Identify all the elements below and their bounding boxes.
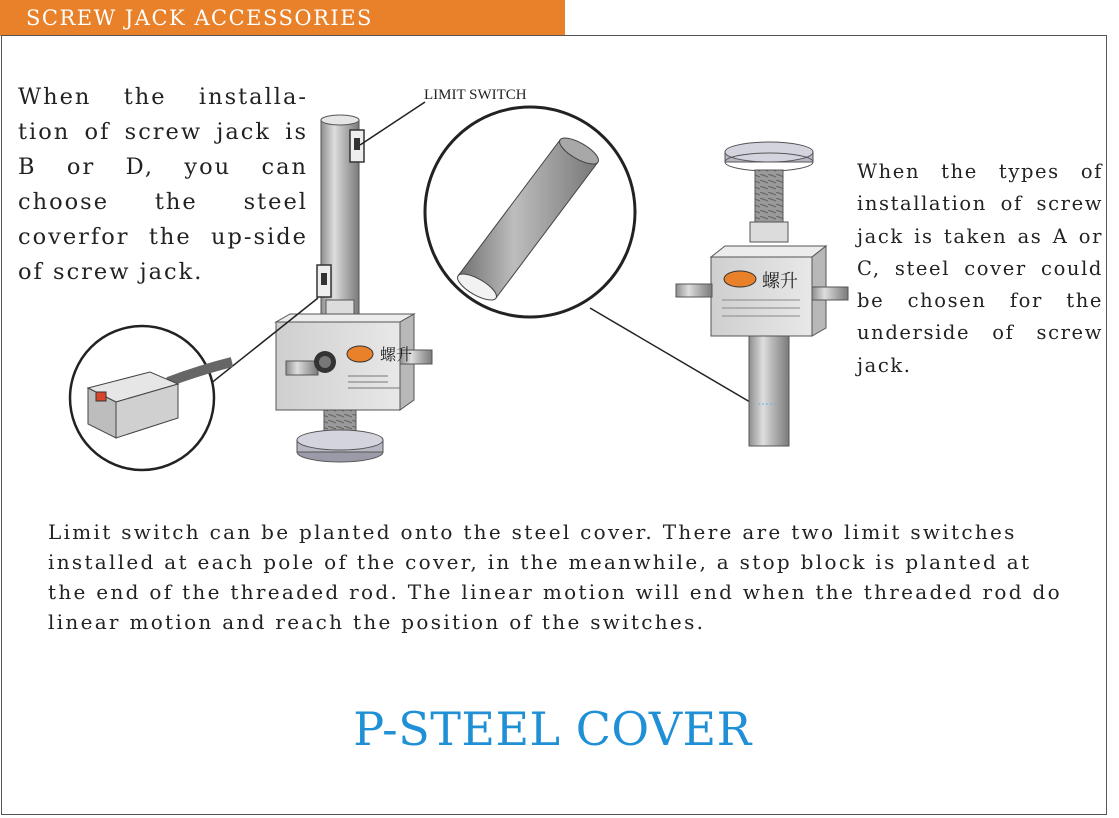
right-description: When the types of installation of screw jack is taken as A or C, steel cover could be chosen for the underside of screw jack.	[857, 160, 1103, 377]
right-screw-jack	[676, 142, 848, 446]
header-title: SCREW JACK ACCESSORIES	[26, 6, 373, 30]
product-title: P-STEEL COVER	[353, 702, 752, 756]
limit-switch-leader	[360, 102, 425, 145]
left-description: When the installa-tion of screw jack is B or D, you can choose the steel coverfor the up-side of screw jack.	[18, 84, 308, 285]
bottom-description: Limit switch can be planted onto the steel cover. There are two limit switches installed at each pole of the cover, in the meanwhile, a stop block is planted at the end of the threaded rod. The linear motion will end when the threaded rod do linear motion and reach the position of the switches.	[48, 520, 1062, 634]
cover-detail-circle	[425, 107, 750, 402]
right-brand-chars: 螺升	[762, 271, 798, 292]
limit-switch-label: LIMIT SWITCH	[424, 87, 527, 103]
left-brand-chars: 螺升	[380, 345, 413, 364]
